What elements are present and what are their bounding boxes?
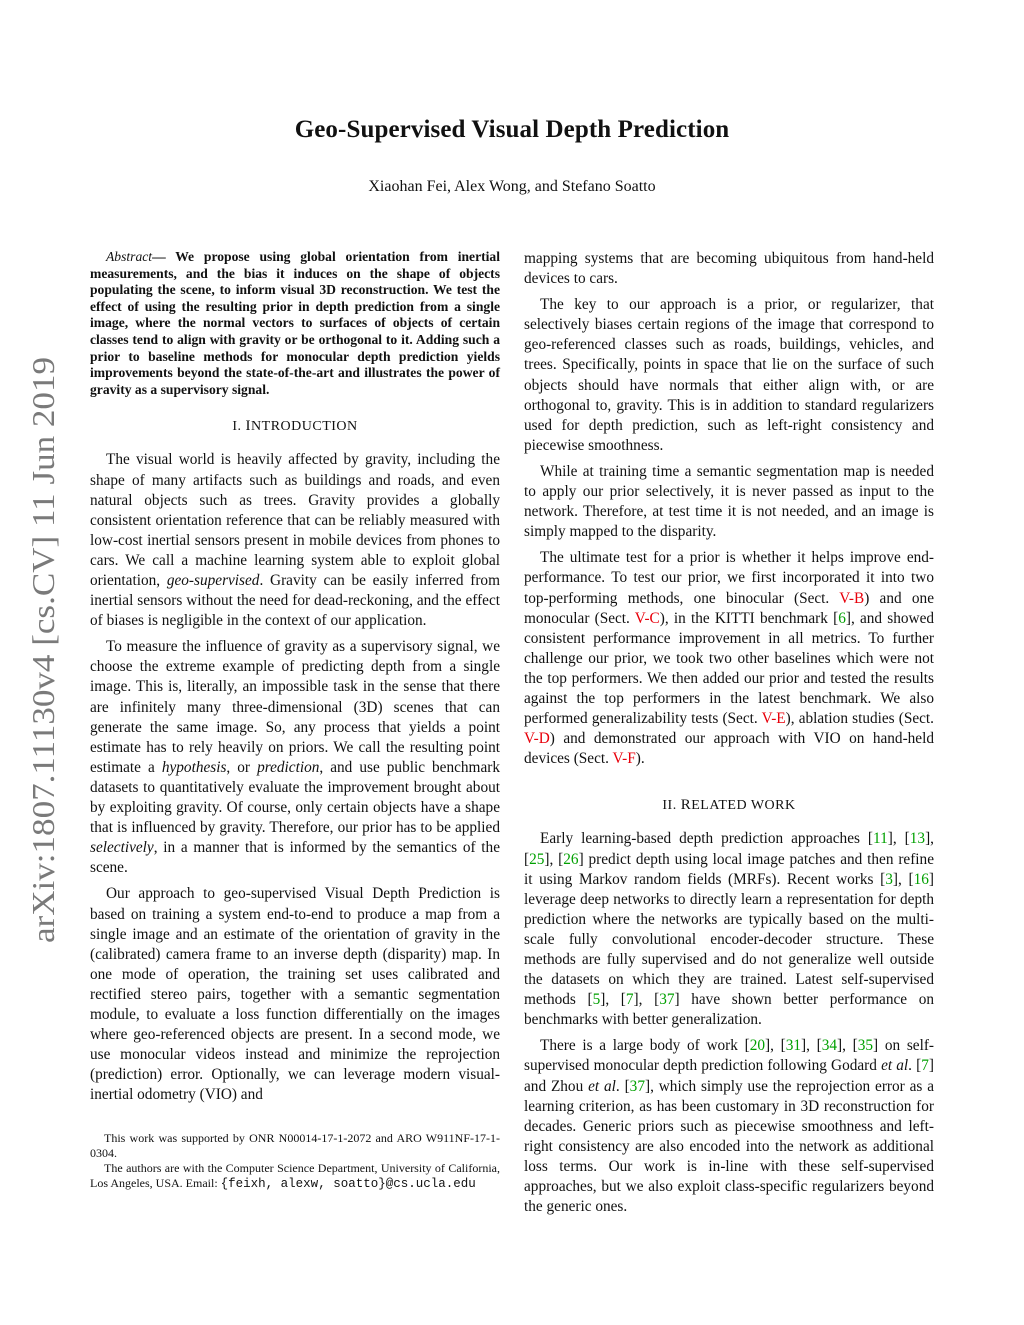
cite-link-3[interactable]: 3 — [885, 870, 893, 888]
ref-link-v-c[interactable]: V-C — [634, 609, 660, 627]
ref-link-v-b[interactable]: V-B — [839, 589, 865, 607]
section-heading-related-work: II. RELATED WORK — [662, 797, 796, 814]
section-heading-introduction: I. INTRODUCTION — [232, 418, 358, 435]
arxiv-id-text: arXiv:1807.11130v4 [cs.CV] 11 Jun 2019 — [26, 416, 61, 943]
cite-link-20[interactable]: 20 — [749, 1037, 765, 1055]
related-paragraph-2: There is a large body of work [20], [31], [34], [35] on self-supervised monocular depth prediction following Godard et al. [7] and Zhou et al. [37], which simply use the reprojection error as a learning criterion, as has been customary in 3D reconstruction for decades. Generic priors such as piecewise smoothness and left-right consistency are also encoded into the network as additional loss terms. Our work is in-line with these self-supervised approaches, but we also exploit class-specific regularizers beyond the generic ones. — [524, 1037, 935, 1216]
abstract-text: We propose using global orientation from inertial measurements, and the bias it induces on the shape of objects populating the scene, to inform visual 3D reconstruction. We test the effect of using the resulting prior in depth prediction from a single image, where the normal vectors to surfaces of objects of certain classes tend to align with gravity or be orthogonal to it. Adding such a prior to baseline methods for monocular depth prediction yields improvements beyond the state-of-the-art and illustrates the power of gravity as a supervisory signal. — [90, 249, 501, 397]
intro-paragraph-1: The visual world is heavily affected by gravity, including the shape of many artifacts such as buildings and roads, and even natural objects such as trees. Gravity provides a globally consistent orientation reference that can be reliably measured with low-cost inertial sensors present in mobile devices from phones to cars. We call a machine learning system able to exploit global orientation, geo-supervised. Gravity can be easily inferred from inertial sensors without the need for dead-reckoning, and the effect of biases is negligible in the context of our application. — [90, 451, 500, 630]
cite-link-11[interactable]: 11 — [873, 830, 888, 848]
cite-link-26[interactable]: 26 — [563, 850, 579, 868]
intro-paragraph-training: While at training time a semantic segmentation map is needed to apply our prior selectively, it is never passed as input to the network. Therefore, at test time it is not needed, and an image is simply mapped to the disparity. — [524, 462, 934, 541]
cite-link-7[interactable]: 7 — [625, 991, 634, 1009]
left-column — [90, 249, 500, 1192]
ref-link-v-d[interactable]: V-D — [524, 730, 550, 748]
ref-link-v-f[interactable]: V-F — [612, 750, 636, 768]
cite-link-37-zhou[interactable]: 37 — [629, 1077, 645, 1095]
intro-paragraph-test: The ultimate test for a prior is whether it helps improve end-performance. To test our prior, we first incorporated it into two top-performing methods, one binocular (Sect. V-B) and one monocular (Sect. V-C), in the KITTI benchmark [6], and showed consistent performance improvement in all metrics. To further challenge our prior, we took two other baselines which were not the top performers. We then added our prior and tested the results against the top performers in the latest benchmark. We also performed generalizability tests (Sect. V-E), ablation studies (Sect. V-D) and demonstrated our approach with VIO on hand-held devices (Sect. V-F). — [524, 549, 935, 768]
cite-link-13[interactable]: 13 — [909, 830, 926, 848]
related-paragraph-1: Early learning-based depth prediction approaches [11], [13], [25], [26] predict depth using local image patches and then refine it using Markov random fields (MRFs). Recent works [3], [16] leverage deep networks to directly learn a representation for depth prediction where the networks are typically based on the multi-scale fully convolutional encoder-decoder structure. These methods are fully supervised and do not generalize well outside the datasets on which they are trained. Latest self-supervised methods [5], [7], [37] have shown better performance on benchmarks with better generalization. — [524, 830, 934, 1029]
arxiv-margin-stamp — [26, 355, 61, 945]
cite-link-7-godard[interactable]: 7 — [921, 1057, 929, 1075]
intro-paragraph-3: Our approach to geo-supervised Visual Depth Prediction is based on training a system end-to-end to produce a map from a single image and an estimate of the orientation of gravity in the (calibrated) camera frame to an inverse depth (disparity) map. In one mode of operation, the training set uses calibrated and rectified stereo pairs, together with a semantic segmentation module, to evaluate a loss function differentially on the images where geo-referenced objects are present. In a second mode, we use monocular videos instead and minimize the reprojection (prediction) error. Optionally, we can leverage modern visual-inertial odometry (VIO) and — [90, 885, 500, 1104]
intro-paragraph-2: To measure the influence of gravity as a supervisory signal, we choose the extreme example of predicting depth from a single image. This is, literally, an impossible task in the sense that there are infinitely many three-dimensional (3D) scenes that can generate the same image. So, any process that yields a point estimate has to rely heavily on priors. We call the resulting point estimate a hypothesis, or prediction, and use public benchmark datasets to quantitatively evaluate the improvement brought about by exploiting gravity. Of course, only certain objects have a shape that is influenced by gravity. Therefore, our prior has to be applied selectively, in a manner that is informed by the semantics of the scene. — [90, 638, 500, 877]
footnotes — [90, 1131, 500, 1192]
cite-link-37[interactable]: 37 — [659, 991, 675, 1009]
ref-link-v-e[interactable]: V-E — [761, 710, 786, 728]
cite-link-16[interactable]: 16 — [913, 870, 929, 888]
cite-link-6[interactable]: 6 — [838, 609, 846, 627]
footnote-affiliation: The authors are with the Computer Science Department, University of California, Los Angeles, USA. Email: {feixh, alexw, soatto}@cs.ucla.edu — [90, 1161, 500, 1192]
cite-link-31[interactable]: 31 — [785, 1037, 802, 1055]
paper-authors: Xiaohan Fei, Alex Wong, and Stefano Soatto — [368, 178, 656, 195]
intro-paragraph-continued: mapping systems that are becoming ubiquitous from hand-held devices to cars. — [524, 250, 934, 288]
paper-title: Geo-Supervised Visual Depth Prediction — [294, 116, 730, 143]
author-email: {feixh, alexw, soatto}@cs.ucla.edu — [220, 1177, 476, 1192]
right-column — [524, 249, 934, 1217]
intro-paragraph-prior: The key to our approach is a prior, or regularizer, that selectively biases certain regions of the image that correspond to geo-referenced classes such as roads, buildings, vehicles, and trees. Specifically, points in space that lie on the surface of such objects should have normals that either align with, or are orthogonal to, gravity. This is in addition to standard regularizers used for depth prediction, such as left-right consistency and piecewise smoothness. — [524, 296, 934, 454]
abstract-label: Abstract — [106, 249, 153, 264]
cite-link-5[interactable]: 5 — [592, 991, 601, 1009]
footnote-funding: This work was supported by ONR N00014-17-1-2072 and ARO W911NF-17-1-0304. — [90, 1131, 500, 1161]
cite-link-25[interactable]: 25 — [529, 850, 545, 868]
cite-link-35[interactable]: 35 — [857, 1037, 874, 1055]
cite-link-34[interactable]: 34 — [821, 1037, 838, 1055]
abstract: Abstract— We propose using global orientation from inertial measurements, and the bias it induces on the shape of objects populating the scene, to inform visual 3D reconstruction. We test the effect of using the resulting prior in depth prediction from a single image, where the normal vectors to surfaces of objects of certain classes tend to align with gravity or be orthogonal to it. Adding such a prior to baseline methods for monocular depth prediction yields improvements beyond the state-of-the-art and illustrates the power of gravity as a supervisory signal. — [90, 249, 501, 397]
